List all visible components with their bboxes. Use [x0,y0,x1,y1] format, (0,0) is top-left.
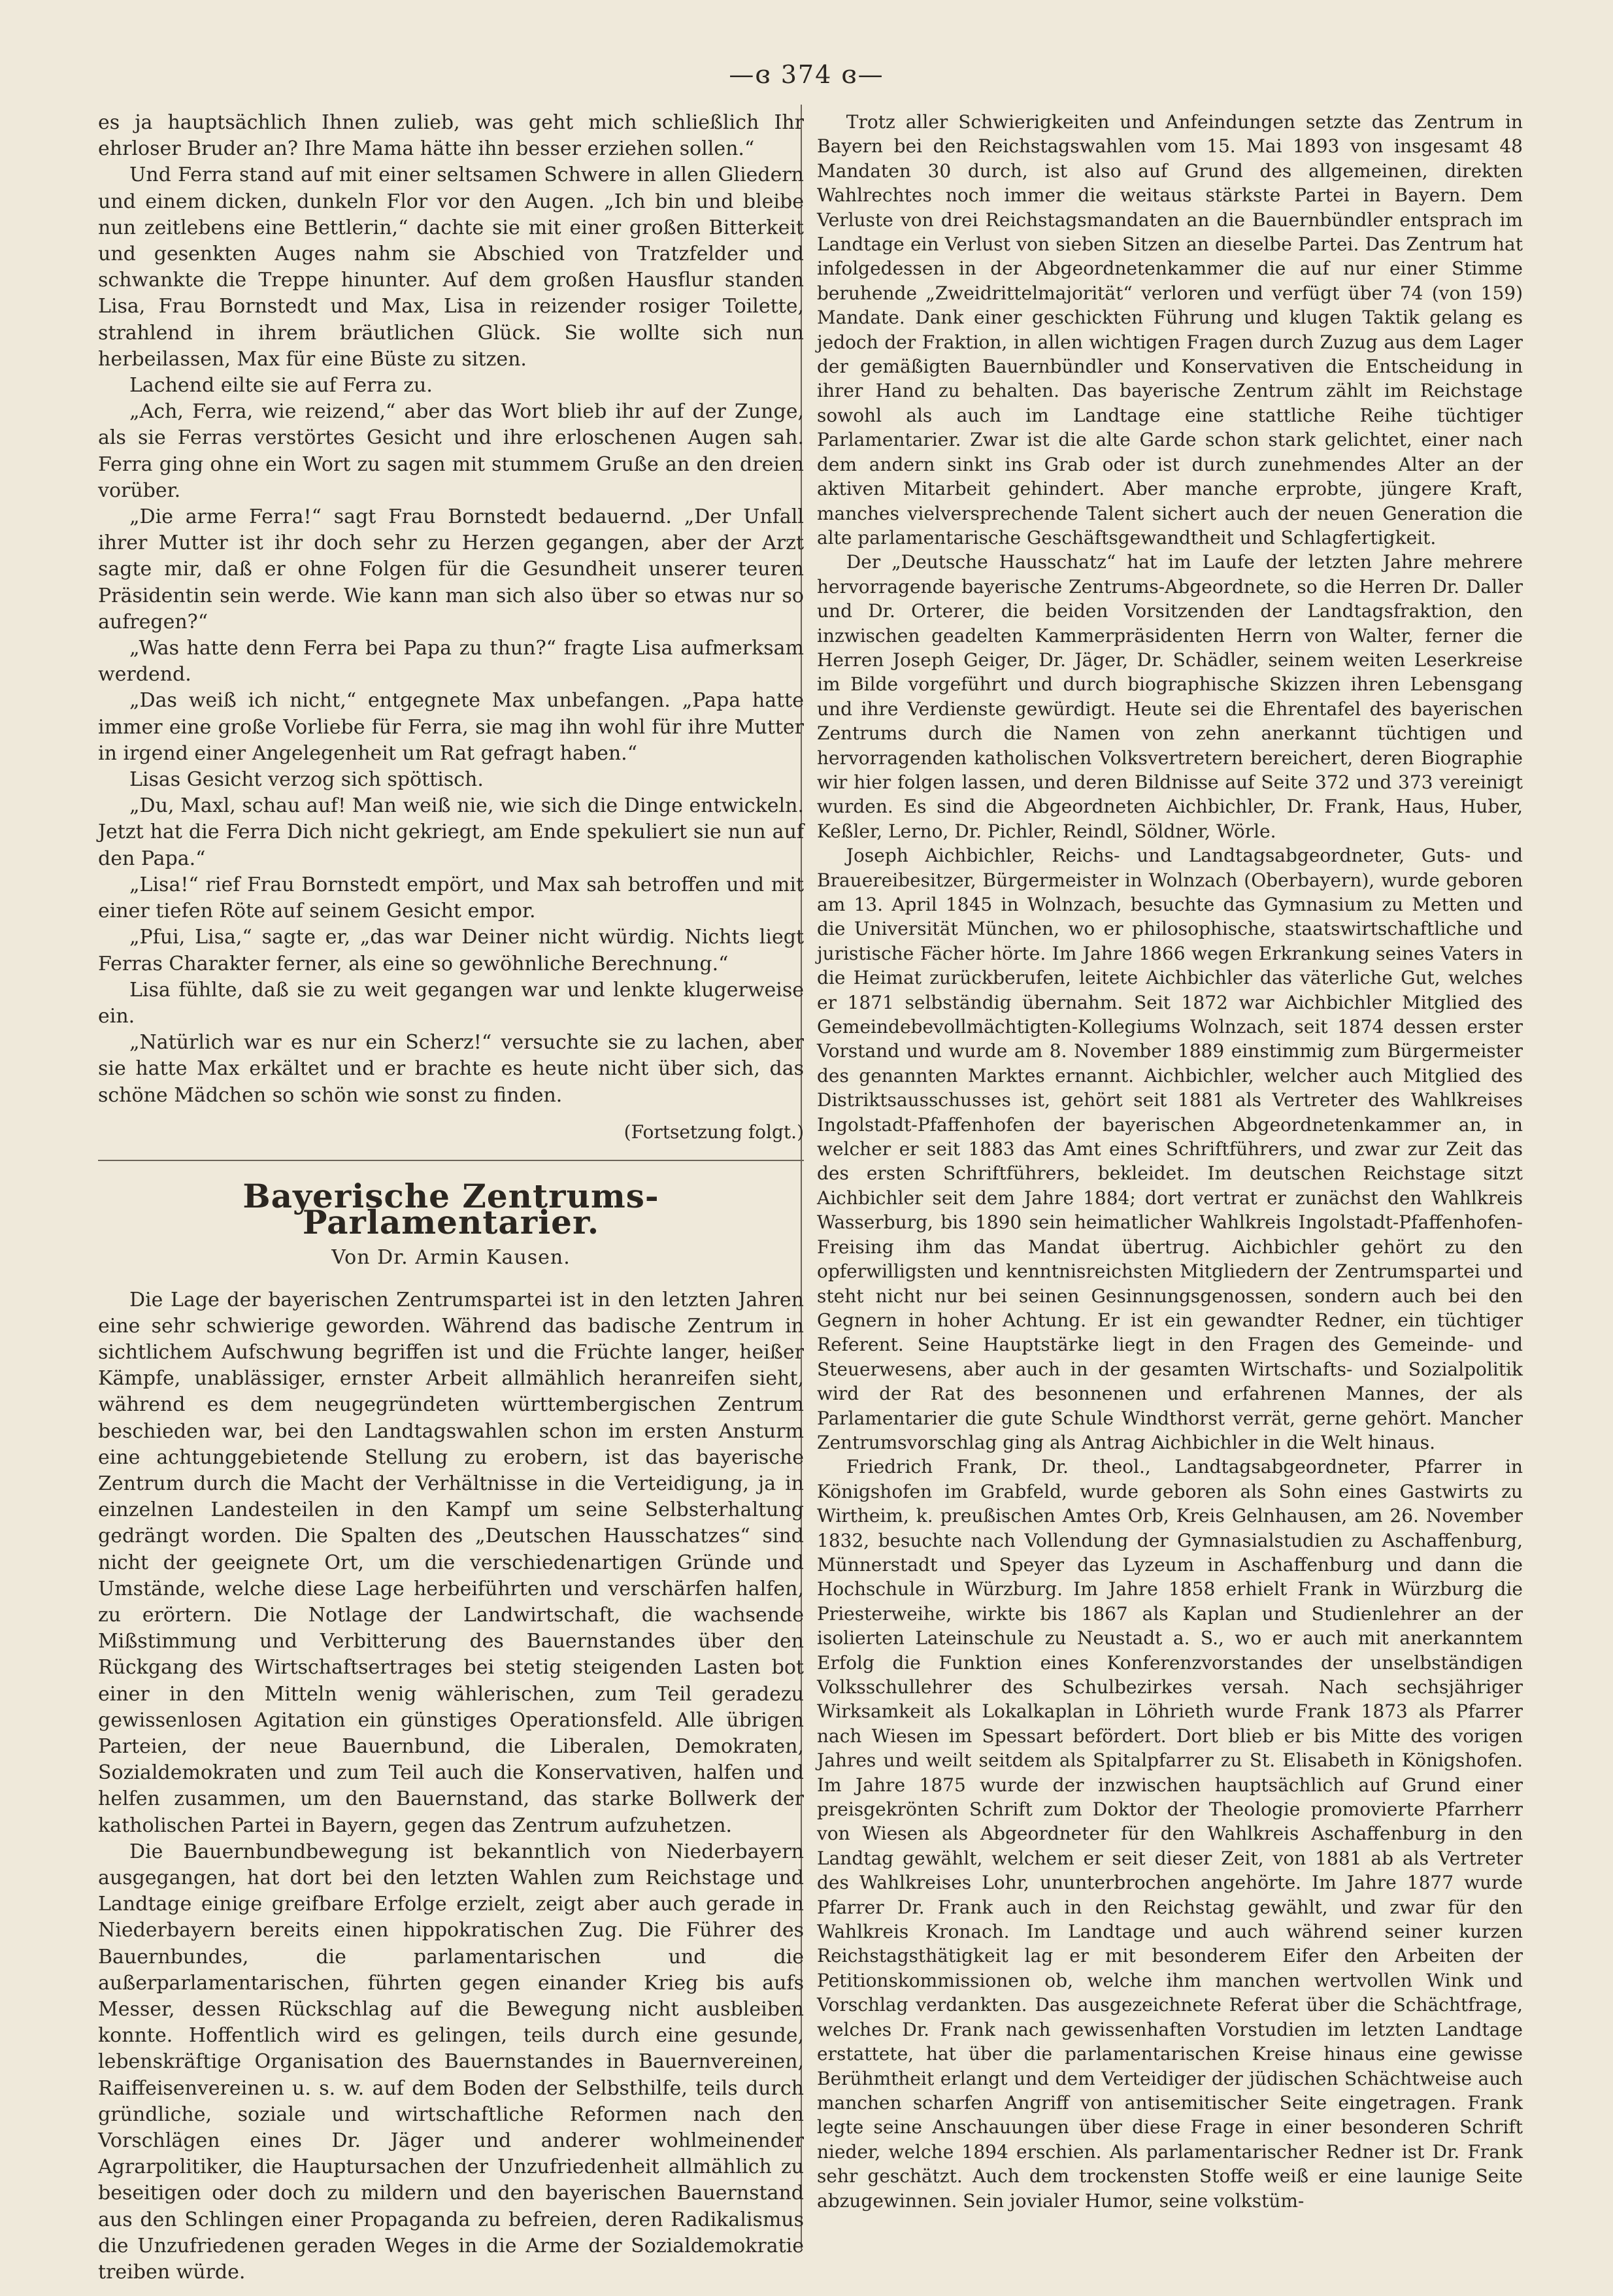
story-paragraph: „Natürlich war es nur ein Scherz!“ versuchte sie zu lachen, aber sie hatte Max erkältet und er brachte es heute nicht über sich, das schöne Mädchen so schön wie sonst zu finden. [98,1031,804,1107]
article-paragraph: Die Bauernbundbewegung ist bekanntlich von Niederbayern ausgegangen, hat dort bei den letzten Wahlen zum Reichstage und Landtage einige greifbare Erfolge erzielt, zeigt aber auch gerade in Niederbayern bereits einen hippokratischen Zug. Die Führer des Bauernbundes, die parlamentarischen und die außerparlamentarischen, führten gegen einander Krieg bis aufs Messer, dessen Rückschlag auf die Bewegung nicht ausbleiben konnte. Hoffentlich wird es gelingen, teils durch eine gesunde, lebenskräftige Organisation des Bauernstandes in Bauernvereinen, Raiffeisenvereinen u. s. w. auf dem Boden der Selbsthilfe, teils durch gründliche, soziale und wirtschaftliche Reformen nach den Vorschlägen eines Dr. Jäger und anderer wohlmeinender Agrarpolitiker, die Hauptursachen der Unzufriedenheit allmählich zu beseitigen oder doch zu mildern und den bayerischen Bauernstand aus den Schlingen einer Propaganda zu befreien, deren Radikalismus die Unzufriedenen geraden Weges in die Arme der Sozialdemokratie treiben würde. [98,1840,804,2284]
story-paragraph: Lachend eilte sie auf Ferra zu. [129,374,433,397]
article-paragraph: Die Lage der bayerischen Zentrumspartei ist in den letzten Jahren eine sehr schwierige geworden. Während das badische Zentrum in sichtlichem Aufschwung begriffen ist und die Früchte langer, heißer Kämpfe, unablässiger, ernster Arbeit allmählich heranreifen sieht, während es dem neugegründeten württembergischen Zentrum beschieden war, bei den Landtagswahlen schon im ersten Ansturm eine achtunggebietende Stellung zu erobern, ist das bayerische Zentrum durch die Macht der Verhältnisse in die Verteidigung, ja in einzelnen Landesteilen in den Kampf um seine Selbsterhaltung gedrängt worden. Die Spalten des „Deutschen Hausschatzes“ sind nicht der geeignete Ort, um die verschiedenartigen Gründe und Umstände, welche diese Lage herbeiführten und verschärfen halfen, zu erörtern. Die Notlage der Landwirtschaft, die wachsende Mißstimmung und Verbitterung des Bauernstandes über den Rückgang des Wirtschaftsertrages bei stetig steigenden Lasten bot einer in den Mitteln wenig wählerischen, zum Teil geradezu gewissenlosen Agitation ein günstiges Operationsfeld. Alle übrigen Parteien, der neue Bauernbund, die Liberalen, Demokraten, Sozialdemokraten und zum Teil auch die Konservativen, halfen und helfen zusammen, um den Bauernstand, das starke Bollwerk der katholischen Partei in Bayern, gegen das Zentrum aufzuhetzen. [98,1288,804,1837]
biography-frank: Friedrich Frank, Dr. theol., Landtagsabgeordneter, Pfarrer in Königshofen im Grabfeld, wurde geboren als Sohn eines Gastwirts zu Wirtheim, k. preußischen Amtes Orb, Kreis Gelnhausen, am 26. November 1832, besuchte nach Vollendung der Gymnasialstudien zu Aschaffenburg, Münnerstadt und Speyer das Lyzeum in Aschaffenburg und dann die Hochschule in Würzburg. Im Jahre 1858 erhielt Frank in Würzburg die Priesterweihe, wirkte bis 1867 als Kaplan und Studienlehrer an der isolierten Lateinschule zu Neustadt a. S., wo er auch mit anerkanntem Erfolg die Funktion eines Konferenzvorstandes der unselbständigen Volksschullehrer des Schulbezirkes versah. Nach sechsjähriger Wirksamkeit als Lokalkaplan in Löhrieth wurde Frank 1873 als Pfarrer nach Wiesen im Spessart befördert. Dort blieb er bis Mitte des vorigen Jahres und weilt seitdem als Spitalpfarrer zu St. Elisabeth in Königshofen. Im Jahre 1875 wurde der inzwischen hauptsächlich auf Grund einer preisgekrönten Schrift zum Doktor der Theologie promovierte Pfarrherr von Wiesen als Abgeordneter für den Wahlkreis Aschaffenburg in den Landtag gewählt, welchem er seit dieser Zeit, von 1881 ab als Vertreter des Wahlkreises Lohr, ununterbrochen angehörte. Im Jahre 1877 wurde Pfarrer Dr. Frank auch in den Reichstag gewählt, und zwar für den Wahlkreis Kronach. Im Landtage und auch während seiner kurzen Reichstagsthätigkeit lag er mit besonderem Eifer den Arbeiten der Petitionskommissionen ob, welche ihm manchen wertvollen Wink und Vorschlag verdankten. Das ausgezeichnete Referat über die Schächtfrage, welches Dr. Frank nach gewissenhaften Vorstudien im letzten Landtage erstattete, hat über die parlamentarischen Kreise hinaus eine gewisse Berühmtheit erlangt und dem Verteidiger der jüdischen Schächtweise auch manchen scharfen Angriff von antisemitischer Seite eingetragen. Frank legte seine Anschauungen über diese Frage in einer besonderen Schrift nieder, welche 1894 erschien. Als parlamentarischer Redner ist Dr. Frank sehr geschätzt. Auch dem trockensten Stoffe weiß er eine launige Seite abzugewinnen. Sein jovialer Humor, seine volkstüm- [817,1456,1523,2212]
story-paragraph: „Lisa!“ rief Frau Bornstedt empört, und Max sah betroffen und mit einer tiefen Röte auf seinem Gesicht empor. [98,873,804,923]
story-paragraph: „Die arme Ferra!“ sagt Frau Bornstedt bedauernd. „Der Unfall ihrer Mutter ist ihr doch sehr zu Herzen gegangen, aber der Arzt sagte mir, daß er ohne Folgen für die Gesundheit unserer teuren Präsidentin sein werde. Wie kann man sich also über so etwas nur so aufregen?“ [98,505,804,633]
continuation-note: (Fortsetzung folgt.) [624,1121,804,1143]
story-paragraph: Lisas Gesicht verzog sich spöttisch. [129,768,484,792]
left-column [98,110,804,2286]
story-paragraph: Lisa fühlte, daß sie zu weit gegangen war und lenkte klugerweise ein. [98,978,804,1028]
section-divider [98,1160,804,1161]
story-paragraph: es ja hauptsächlich Ihnen zulieb, was geht mich schließlich Ihr ehrloser Bruder an? Ihre Mama hätte ihn besser erziehen sollen.“ [98,111,804,161]
story-paragraph: „Du, Maxl, schau auf! Man weiß nie, wie sich die Dinge entwickeln. Jetzt hat die Ferra Dich nicht gekriegt, am Ende spekuliert sie nun auf den Papa.“ [98,794,804,870]
page-number: 374 [780,60,833,89]
article-paragraph: Der „Deutsche Hausschatz“ hat im Laufe der letzten Jahre mehrere hervorragende bayerische Zentrums-Abgeordnete, so die Herren Dr. Daller und Dr. Orterer, die beiden Vorsitzenden der Landtagsfraktion, den inzwischen geadelten Kammerpräsidenten Herrn von Walter, ferner die Herren Joseph Geiger, Dr. Jäger, Dr. Schädler, seinem weiten Leserkreise im Bilde vorgeführt und durch biographische Skizzen ihren Lebensgang und ihre Verdienste gewürdigt. Heute sei die Ehrentafel des bayerischen Zentrums durch die Namen von zehn anerkannt tüchtigen und hervorragenden katholischen Volksvertretern bereichert, deren Biographie wir hier folgen lassen, und deren Bildnisse auf Seite 372 und 373 vereinigt wurden. Es sind die Abgeordneten Aichbichler, Dr. Frank, Haus, Huber, Keßler, Lerno, Dr. Pichler, Reindl, Söldner, Wörle. [817,551,1523,842]
article-title: Bayerische Zentrums-Parlamentarier. [242,1176,659,1242]
article-paragraph: Trotz aller Schwierigkeiten und Anfeindungen setzte das Zentrum in Bayern bei den Reichstagswahlen vom 15. Mai 1893 von insgesamt 48 Mandaten 30 durch, ist also auf Grund des allgemeinen, direkten Wahlrechtes noch immer die weitaus stärkste Partei in Bayern. Dem Verluste von drei Reichstagsmandaten an die Bauernbündler entsprach im Landtage ein Verlust von sieben Sitzen an dieselbe Partei. Das Zentrum hat infolgedessen in der Abgeordnetenkammer die auf nur einer Stimme beruhende „Zweidrittelmajorität“ verloren und verfügt über 74 (von 159) Mandate. Dank einer geschickten Führung und klugen Taktik gelang es jedoch der Fraktion, in allen wichtigen Fragen durch Zuzug aus dem Lager der gemäßigten Bauernbündler und Konservativen die Entscheidung in ihrer Hand zu behalten. Das bayerische Zentrum zählt im Reichstage sowohl als auch im Landtage eine stattliche Reihe tüchtiger Parlamentarier. Zwar ist die alte Garde schon stark gelichtet, einer nach dem andern sinkt ins Grab oder ist durch zunehmendes Alter an der aktiven Mitarbeit gehindert. Aber manche erprobte, jüngere Kraft, manches vielversprechende Talent sichert auch der neuen Generation die alte parlamentarische Geschäftsgewandtheit und Schlagfertigkeit. [817,111,1523,549]
page-number-header [0,60,1613,89]
story-paragraph: „Das weiß ich nicht,“ entgegnete Max unbefangen. „Papa hatte immer eine große Vorliebe für Ferra, sie mag ihn wohl für ihre Mutter in irgend einer Angelegenheit um Rat gefragt haben.“ [98,689,804,765]
right-column [817,110,1523,2213]
ornament-right: ɞ— [841,60,884,89]
biography-aichbichler: Joseph Aichbichler, Reichs- und Landtagsabgeordneter, Guts- und Brauereibesitzer, Bürgermeister in Wolnzach (Oberbayern), wurde geboren am 13. April 1845 in Wolnzach, besuchte das Gymnasium zu Metten und die Universität München, wo er philosophische, staatswirtschaftliche und juristische Fächer hörte. Im Jahre 1866 wegen Erkrankung seines Vaters in die Heimat zurückberufen, leitete Aichbichler das väterliche Gut, welches er 1871 selbständig übernahm. Seit 1872 war Aichbichler Mitglied des Gemeindebevollmächtigten-Kollegiums Wolnzach, seit 1874 dessen erster Vorstand und wurde am 8. November 1889 einstimmig zum Bürgermeister des genannten Marktes ernannt. Aichbichler, welcher auch Mitglied des Distriktsausschusses ist, gehört seit 1881 als Vertreter des Wahlkreises Ingolstadt-Pfaffenhofen der bayerischen Abgeordnetenkammer an, in welcher er seit 1883 das Amt eines Schriftführers, und zwar zur Zeit das des ersten Schriftführers, bekleidet. Im deutschen Reichstage sitzt Aichbichler seit dem Jahre 1884; dort vertrat er zunächst den Wahlkreis Wasserburg, bis 1890 sein heimatlicher Wahlkreis Ingolstadt-Pfaffenhofen-Freising ihm das Mandat übertrug. Aichbichler gehört zu den opferwilligsten und kenntnisreichsten Mitgliedern der Zentrumspartei und steht nicht nur bei seinen Gesinnungsgenossen, sondern auch bei den Gegnern in hoher Achtung. Er ist ein gewandter Redner, ein tüchtiger Referent. Seine Hauptstärke liegt in den Fragen des Gemeinde- und Steuerwesens, aber auch in der gesamten Wirtschafts- und Sozialpolitik wird der Rat des besonnenen und erfahrenen Mannes, der als Parlamentarier die gute Schule Windthorst verrät, gerne gehört. Mancher Zentrumsvorschlag ging als Antrag Aichbichler in die Welt hinaus. [817,845,1523,1453]
article-author: Von Dr. Armin Kausen. [331,1246,571,1270]
story-paragraph: „Pfui, Lisa,“ sagte er, „das war Deiner nicht würdig. Nichts liegt Ferras Charakter ferner, als eine so gewöhnliche Berechnung.“ [98,926,804,975]
story-paragraph: „Was hatte denn Ferra bei Papa zu thun?“ fragte Lisa aufmerksam werdend. [98,637,804,686]
story-paragraph: „Ach, Ferra, wie reizend,“ aber das Wort blieb ihr auf der Zunge, als sie Ferras verstörtes Gesicht und ihre erloschenen Augen sah. Ferra ging ohne ein Wort zu sagen mit stummem Gruße an den dreien vorüber. [98,400,804,502]
ornament-left: —ɞ [729,60,772,89]
story-paragraph: Und Ferra stand auf mit einer seltsamen Schwere in allen Gliedern und einem dicken, dunkeln Flor vor den Augen. „Ich bin und bleibe nun zeitlebens eine Bettlerin,“ dachte sie mit einer großen Bitterkeit und gesenkten Auges nahm sie Abschied von Tratzfelder und schwankte die Treppe hinunter. Auf dem großen Hausflur standen Lisa, Frau Bornstedt und Max, Lisa in reizender rosiger Toilette, strahlend in ihrem bräutlichen Glück. Sie wollte sich nun herbeilassen, Max für eine Büste zu sitzen. [98,163,804,371]
